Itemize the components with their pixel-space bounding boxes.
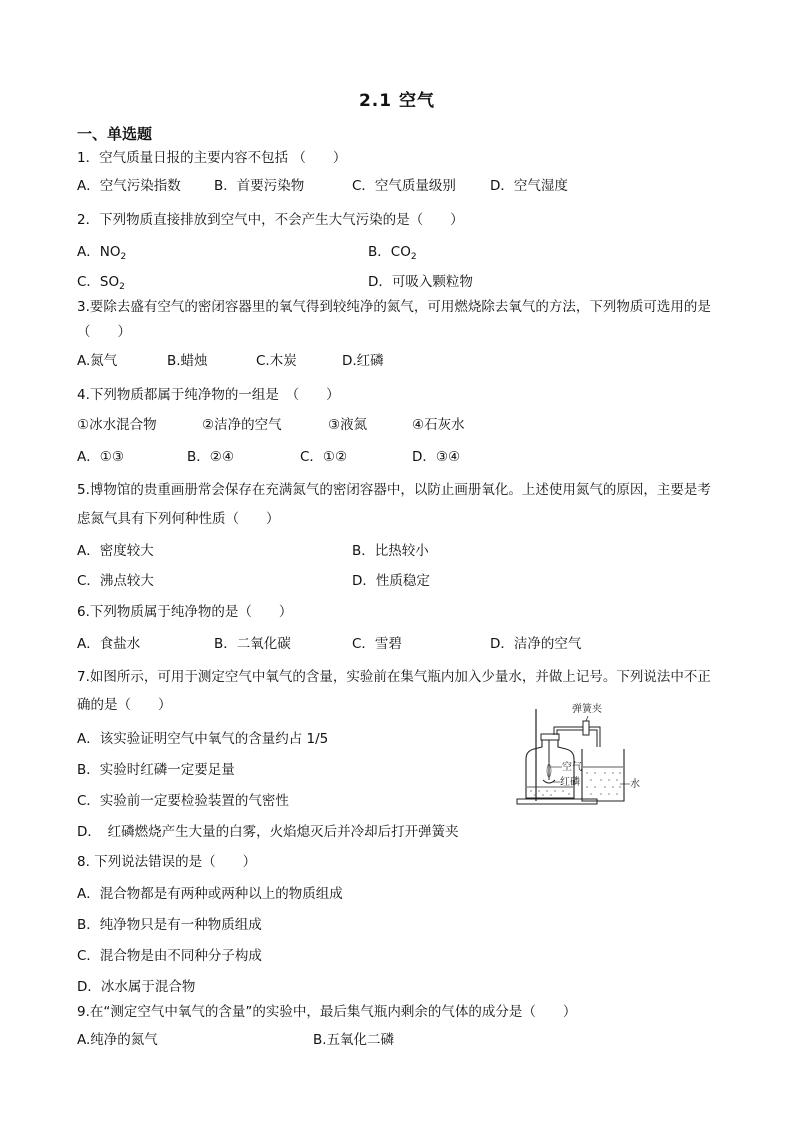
question-8-option-b: B．纯净物只是有一种物质组成 xyxy=(77,917,262,933)
question-4-item-4: ④石灰水 xyxy=(412,417,465,433)
question-9-option-b: B.五氧化二磷 xyxy=(313,1032,395,1048)
question-5-stem-cont: 虑氮气具有下列何种性质（ ） xyxy=(77,511,280,527)
beaker xyxy=(582,749,624,801)
question-8-stem: 8. 下列说法错误的是（ ） xyxy=(77,854,257,870)
question-3-stem: 3.要除去盛有空气的密闭容器里的氧气得到较纯净的氮气，可用燃烧除去氧气的方法，下列物质可选用的是 xyxy=(77,299,711,315)
apparatus-diagram xyxy=(512,697,652,809)
question-4-option-b: B．②④ xyxy=(187,449,234,465)
label-air: 空气 xyxy=(562,762,582,773)
question-7-stem: 7.如图所示，可用于测定空气中氧气的含量，实验前在集气瓶内加入少量水，并做上记号。下列说法中不正 xyxy=(77,669,711,685)
question-7-option-d: D． 红磷燃烧产生大量的白雾，火焰熄灭后并冷却后打开弹簧夹 xyxy=(77,824,459,840)
question-2-option-b: B．$CO_2$ xyxy=(368,244,417,262)
question-4-option-a: A．①③ xyxy=(77,449,124,465)
question-1-option-b: B．首要污染物 xyxy=(214,178,305,194)
question-3-option-b: B.蜡烛 xyxy=(167,353,208,369)
bottle-stopper xyxy=(541,734,559,740)
question-2-option-d: D．可吸入颗粒物 xyxy=(368,274,473,290)
question-4-option-c: C．①② xyxy=(300,449,348,465)
question-8-option-a: A．混合物都是有两种或两种以上的物质组成 xyxy=(77,886,343,902)
question-8-option-c: C．混合物是由不同种分子构成 xyxy=(77,948,262,964)
question-4-item-2: ②洁净的空气 xyxy=(202,417,282,433)
label-water: 水 xyxy=(630,779,640,790)
question-2-option-a: A．$NO_2$ xyxy=(77,244,127,262)
question-7-option-c: C．实验前一定要检验装置的气密性 xyxy=(77,793,289,809)
question-1-option-d: D．空气湿度 xyxy=(490,178,568,194)
question-6-option-d: D．洁净的空气 xyxy=(490,636,582,652)
question-9-stem: 9.在“测定空气中氧气的含量”的实验中，最后集气瓶内剩余的气体的成分是（ ） xyxy=(77,1004,577,1020)
question-6-option-b: B．二氧化碳 xyxy=(214,636,291,652)
question-5-option-c: C．沸点较大 xyxy=(77,573,154,589)
question-7-option-b: B．实验时红磷一定要足量 xyxy=(77,762,235,778)
label-phosphorus: 红磷 xyxy=(560,777,580,788)
question-3-stem-cont: （ ） xyxy=(77,324,131,340)
spring-clip-icon xyxy=(583,721,589,735)
question-4-stem: 4.下列物质都属于纯净物的一组是 （ ） xyxy=(77,387,340,403)
page-title: 2.1 空气 xyxy=(358,91,436,111)
section-heading: 一、单选题 xyxy=(77,125,153,143)
question-4-option-d: D．③④ xyxy=(412,449,461,465)
question-5-option-b: B．比热较小 xyxy=(352,543,429,559)
question-7-option-a: A．该实验证明空气中氧气的含量约占 1/5 xyxy=(77,731,329,747)
question-1-option-c: C．空气质量级别 xyxy=(352,178,456,194)
question-3-option-d: D.红磷 xyxy=(342,353,384,369)
question-2-option-c: C．$SO_2$ xyxy=(77,274,125,292)
question-6-stem: 6.下列物质属于纯净物的是（ ） xyxy=(77,604,293,620)
question-3-option-c: C.木炭 xyxy=(256,353,297,369)
question-6-option-c: C．雪碧 xyxy=(352,636,402,652)
question-5-option-d: D．性质稳定 xyxy=(352,573,430,589)
question-5-stem: 5.博物馆的贵重画册常会保存在充满氮气的密闭容器中，以防止画册氧化。上述使用氮气的原因，主要是考 xyxy=(77,482,711,498)
question-4-item-3: ③液氮 xyxy=(328,417,368,433)
question-2-stem: 2．下列物质直接排放到空气中，不会产生大气污染的是（ ） xyxy=(77,212,464,228)
question-4-item-1: ①冰水混合物 xyxy=(77,417,157,433)
question-5-option-a: A．密度较大 xyxy=(77,543,154,559)
question-1-option-a: A．空气污染指数 xyxy=(77,178,181,194)
question-6-option-a: A．食盐水 xyxy=(77,636,141,652)
question-7-stem-cont: 确的是（ ） xyxy=(77,697,172,713)
question-3-option-a: A.氮气 xyxy=(77,353,118,369)
question-9-option-a: A.纯净的氮气 xyxy=(77,1032,158,1048)
question-1-stem: 1．空气质量日报的主要内容不包括 （ ） xyxy=(77,150,347,166)
label-clip: 弹簧夹 xyxy=(572,704,602,715)
question-8-option-d: D．冰水属于混合物 xyxy=(77,979,196,995)
